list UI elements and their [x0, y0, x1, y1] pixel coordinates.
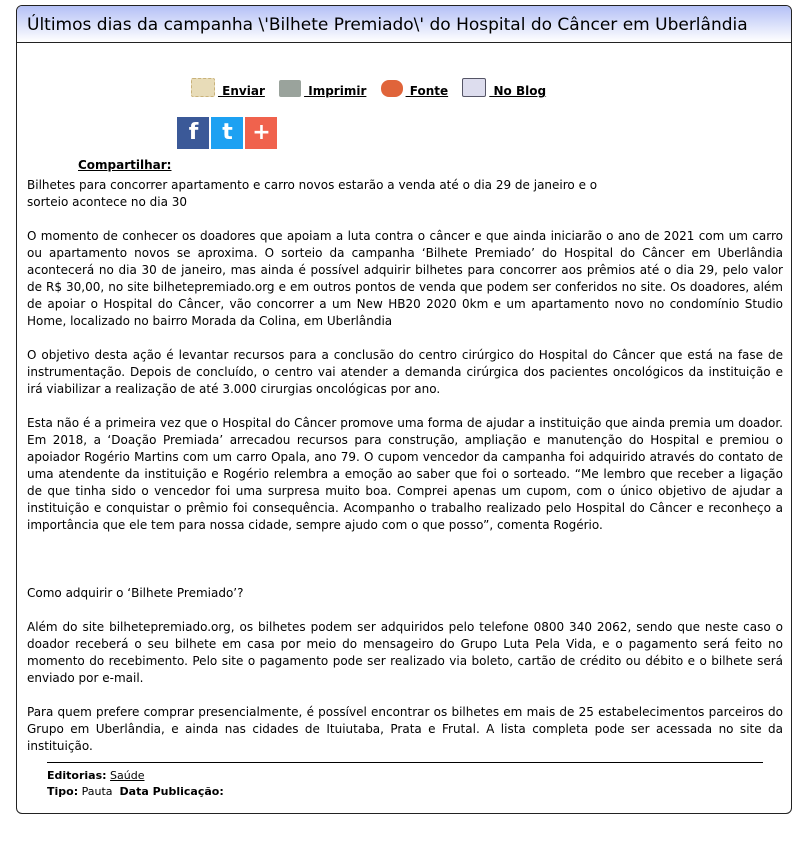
subheading: Como adquirir o ‘Bilhete Premiado’? — [27, 586, 244, 600]
paragraph — [27, 177, 783, 211]
article-title: Últimos dias da campanha \'Bilhete Premiado\' do Hospital do Câncer em Uberlândia — [17, 6, 791, 43]
paragraph: Além do site bilhetepremiado.org, os bilhetes podem ser adquiridos pelo telefone 0800 340 2062, sendo que neste caso o doador receberá o seu bilhete em casa por meio do mensageiro do Grupo Luta Pela Vida, e o pagamento será feito no momento do recebimento. Pelo site o pagamento pode ser realizado via boleto, cartão de crédito ou débito e o bilhete será enviado por e-mail. — [27, 620, 783, 685]
share-label: Compartilhar: — [78, 158, 172, 172]
share-bar — [78, 117, 279, 172]
article-toolbar — [191, 78, 556, 98]
tipo-value: Pauta — [81, 785, 113, 798]
article-panel — [16, 5, 792, 814]
paragraph: O momento de conhecer os doadores que apoiam a luta contra o câncer e que ainda iniciarão o ano de 2021 com um carro ou apartamento novos se aproxima. O sorteio da campanha ‘Bilhete Premiado’ do Hospital do Câncer em Uberlândia acontecerá no dia 30 de janeiro, mas ainda é possível adquirir bilhetes para concorrer aos prêmios até o dia 29, pelo valor de R$ 30,00, no site bilhetepremiado.org e em outros pontos de venda que podem ser conferidos no site. Os doadores, além de apoiar o Hospital do Câncer, vão concorrer a um New HB20 2020 0km e um apartamento novo no condomínio Studio Home, localizado no bairro Morada da Colina, em Uberlândia — [27, 229, 783, 328]
send-label: Enviar — [218, 84, 265, 98]
article-body — [27, 177, 783, 772]
source-label: Fonte — [405, 84, 449, 98]
facebook-share-button[interactable]: f — [177, 117, 209, 149]
paragraph-line: sorteio acontece no dia 30 — [27, 195, 188, 209]
blog-icon — [462, 78, 486, 97]
telephone-icon — [381, 80, 403, 97]
editorias-label: Editorias: — [47, 769, 107, 782]
source-link[interactable] — [381, 84, 449, 98]
paragraph: Para quem prefere comprar presencialmente, é possível encontrar os bilhetes em mais de 25 estabelecimentos parceiros do Grupo em Uberlândia, e ainda nas cidades de Ituiutaba, Prata e Frutal. A lista completa pode ser acessada no site da instituição. — [27, 705, 783, 753]
send-link[interactable] — [191, 84, 265, 98]
paragraph: O objetivo desta ação é levantar recursos para a conclusão do centro cirúrgico do Hospital do Câncer que está na fase de instrumentação. Depois de concluído, o centro vai atender a demanda cirúrgica dos pacientes oncológicos da instituição e irá viabilizar a realização de até 3.000 cirurgias oncológicas por ano. — [27, 348, 783, 396]
article-footer — [47, 762, 763, 800]
data-publicacao-label: Data Publicação: — [119, 785, 224, 798]
print-label: Imprimir — [304, 84, 367, 98]
blog-label: No Blog — [489, 84, 547, 98]
paragraph-line: Bilhetes para concorrer apartamento e carro novos estarão a venda até o dia 29 de janeiro e o — [27, 178, 598, 192]
twitter-share-button[interactable]: t — [211, 117, 243, 149]
editoria-link[interactable]: Saúde — [110, 769, 145, 782]
envelope-icon — [191, 78, 215, 97]
tipo-label: Tipo: — [47, 785, 79, 798]
blog-link[interactable] — [462, 84, 546, 98]
more-share-button[interactable]: + — [245, 117, 277, 149]
paragraph: Esta não é a primeira vez que o Hospital do Câncer promove uma forma de ajudar a instituição que ainda premia um doador. Em 2018, a ‘Doação Premiada’ arrecadou recursos para construção, ampliação e manutenção do Hospital e premiou o apoiador Rogério Martins com um carro Opala, ano 79. O cupom vencedor da campanha foi adquirido através do contato de uma atendente da instituição e Rogério relembra a emoção ao saber que foi o sorteado. “Me lembro que receber a ligação de que tinha sido o vencedor foi uma surpresa muito boa. Comprei apenas um cupom, com o único objetivo de ajudar a instituição e conquistar o prêmio foi consequência. Acompanho o trabalho realizado pelo Hospital do Câncer e reconheço a importância que ele tem para nossa cidade, sempre ajudo com o que posso”, comenta Rogério. — [27, 416, 783, 532]
print-link[interactable] — [279, 84, 366, 98]
printer-icon — [279, 80, 301, 97]
